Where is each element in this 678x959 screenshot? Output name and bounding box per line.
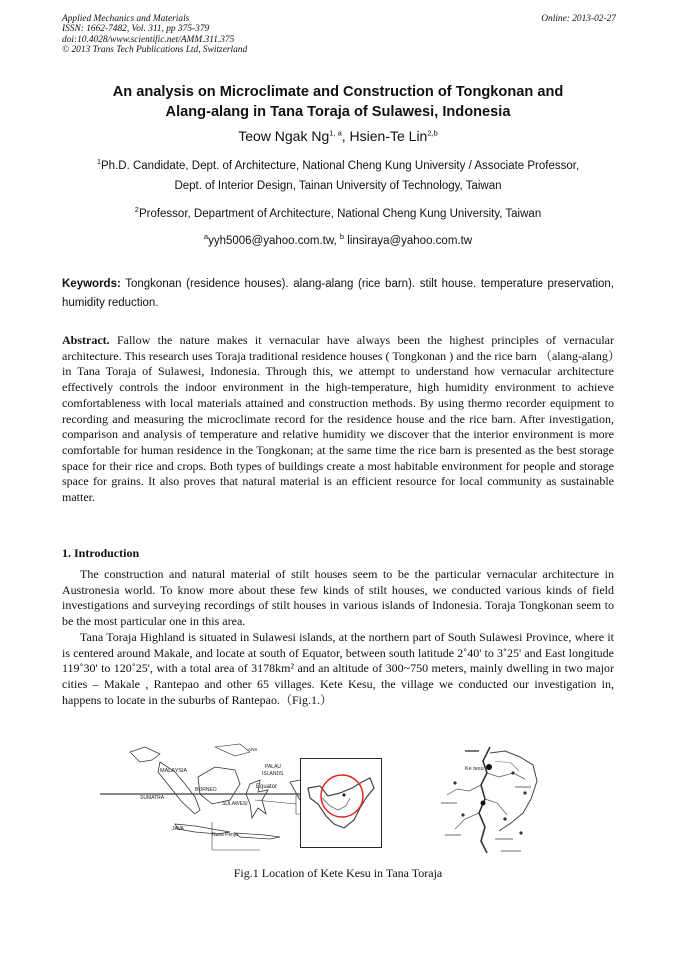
sulawesi-inset-map (300, 758, 382, 848)
copyright-line: © 2013 Trans Tech Publications Ltd, Switzerland (62, 45, 248, 56)
author-2-name: Hsien-Te Lin (349, 128, 428, 144)
rantepao-marker (486, 764, 492, 770)
village-marker-1 (511, 771, 514, 774)
inset-border (301, 759, 382, 848)
abstract-block (62, 333, 614, 506)
author-1-affil-mark: 1, a (329, 128, 342, 138)
title-line-2: Alang-alang in Tana Toraja of Sulawesi, Indonesia (165, 103, 511, 120)
online-date: Online: 2013-02-27 (541, 14, 616, 24)
label-malaysia: MALAYSIA (160, 768, 188, 774)
abstract-text: Fallow the nature makes it vernacular have always been the highest principles of vernacular architecture. This research uses Toraja traditional residence houses ( Tongkonan ) and the rice barn （alang-alang）in Tana Toraja of Sulawesi, Indonesia. Through this, we attempt to understand how vernacular architecture effectively controls the indoor environment in the high-temperature, high humidity environment to achieve comfortableness with local materials attained and construction methods. By using thermo recorder equipment to recording and measuring the microclimate record for the residence house and the rice barn. After investigation, comparison and analysis of temperature and relative humidity we discover that the interior environment is more comfortable for human residence in the Tongkonan; at the same time the rice barn is presented as the best storage space for their rice and crops. Both types of buildings create a most habitable environment for people and storage space for grains. It also proves that natural material is an efficient resource for local community as sustainable matter. (62, 333, 614, 505)
label-sumatra: SUMATRA (140, 795, 165, 801)
intro-paragraph-2: Tana Toraja Highland is situated in Sulawesi islands, at the northern part of South Sulawesi Province, where it is centered around Makale, and locate at south of Equator, between south latitude 2˚40' to 3˚25' and East longitude 119˚30' to 120˚25', with a total area of 3178km² and an altitude of 300~750 meters, mainly dwelling in two major cities – Makale , Rantepao and other 65 villages. Kete Kesu, the village we conducted our investigation in, happens to locate in the suburbs of Rantepao.（Fig.1.） (62, 630, 614, 707)
affiliation-2 (62, 204, 614, 224)
village-marker-5 (453, 781, 456, 784)
keywords-block (62, 275, 614, 313)
email-a: yyh5006@yahoo.com.tw, (208, 235, 340, 247)
label-java: JAVA (172, 826, 184, 832)
village-marker-3 (461, 813, 464, 816)
tana-toraja-detail-map (435, 743, 550, 855)
label-equator: Equator (256, 784, 278, 790)
affiliation-1 (62, 156, 614, 196)
label-sulawesi: SULAWESI (222, 801, 248, 807)
email-a-mark: a (203, 232, 209, 242)
section-heading-introduction: 1. Introduction (62, 546, 140, 560)
running-header-left (62, 14, 247, 56)
label-nusa: Nusa Penja (212, 832, 238, 838)
kete-kesu-marker (343, 794, 346, 797)
author-2-affil-mark: 2,b (427, 128, 438, 138)
label-borneo: BORNEO (195, 787, 217, 793)
figure-1-caption: Fig.1 Location of Kete Kesu in Tana Toraja (233, 866, 443, 880)
abstract-label: Abstract. (62, 333, 110, 347)
doi-line: doi:10.4028/www.scientific.net/AMM.311.375 (62, 34, 235, 45)
keywords-text: Tongkonan (residence houses). alang-alang (rice barn). stilt house. temperature preservation, humidity reduction. (62, 278, 614, 310)
makale-marker (481, 801, 486, 806)
affiliation-1-line-2: Dept. of Interior Design, Tainan University of Technology, Taiwan (174, 180, 502, 192)
email-b: linsiraya@yahoo.com.tw (344, 235, 473, 247)
email-line (62, 231, 614, 251)
email-b-mark: b (339, 232, 345, 242)
title-line-1: An analysis on Microclimate and Construction of Tongkonan and (112, 84, 564, 100)
label-islands: ISLANDS (262, 771, 284, 777)
issn-line: ISSN: 1662-7482, Vol. 311, pp 375-379 (62, 24, 210, 35)
author-separator: , (341, 128, 350, 144)
intro-paragraph-1: The construction and natural material of stilt houses seem to be the particular vernacular architecture in Austronesia world. To know more about these few kinds of stilt houses, we conducted various kinds of field investigations and surveying recordings of stilt houses in various islands of Indonesia. Toraja Tongkonan seem to be the most particular one in this area. (62, 567, 614, 629)
village-marker-2 (523, 791, 526, 794)
journal-name: Applied Mechanics and Materials (62, 14, 190, 24)
detail-map-background (435, 743, 550, 855)
author-1-name: Teow Ngak Ng (238, 128, 330, 144)
village-marker-4 (503, 817, 506, 820)
label-top: ANS (248, 747, 258, 752)
keywords-label: Keywords: (62, 278, 121, 290)
author-line (62, 128, 614, 144)
label-kete-kesu: Ke tesu (465, 766, 484, 772)
village-marker-6 (519, 831, 522, 834)
paper-title (62, 83, 614, 122)
affiliation-2-mark: 2 (134, 205, 139, 215)
affiliation-1-line-1: Ph.D. Candidate, Dept. of Architecture, National Cheng Kung University / Associate Professor, (101, 160, 580, 172)
label-palau: PALAU (265, 764, 282, 770)
affiliation-1-mark: 1 (96, 157, 102, 167)
affiliation-2-text: Professor, Department of Architecture, National Cheng Kung University, Taiwan (138, 208, 542, 220)
